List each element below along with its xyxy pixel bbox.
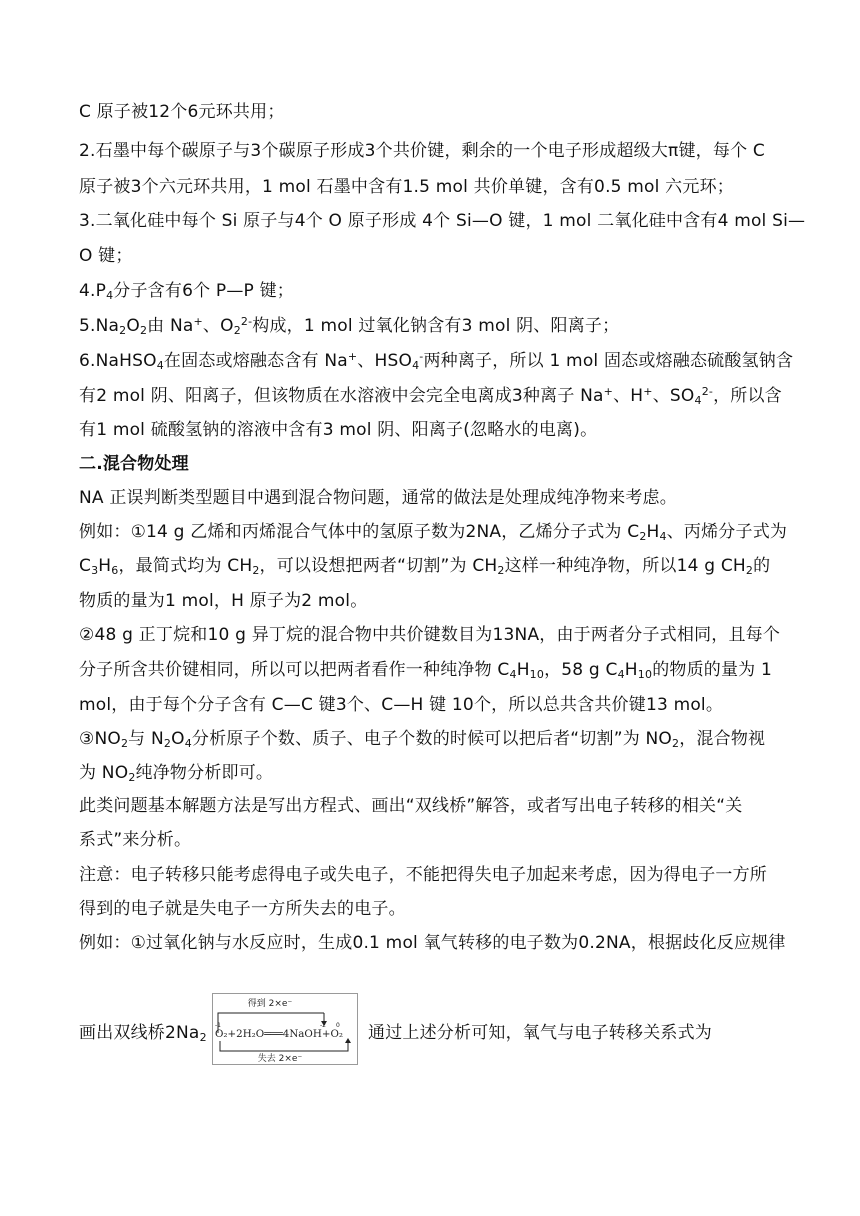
gain-electrons-label: 得到 2×e⁻ (247, 999, 293, 1009)
lose-electrons-label: 失去 2×e⁻ (257, 1054, 303, 1064)
text-line: $③NO_2$与 $N_2O_4$分析原子个数、质子、电子个数的时候可以把后者“切割”为 $NO_2$，混合物视 (79, 729, 766, 750)
text-line: 注意：电子转移只能考虑得电子或失电子，不能把得失电子加起来考虑，因为得电子一方所 (79, 865, 767, 885)
text-line: $C_3H_6$，最简式均为 $CH_2$，可以设想把两者“切割”为 $CH_2$这样一种纯净物，所以14 g $CH_2$的 (79, 556, 771, 577)
text-line: 得到的电子就是失电子一方所失去的电子。 (79, 899, 406, 919)
text-line: O 键； (79, 246, 133, 266)
text-line: 6.NaHSO$_4$在固态或熔融态含有 Na+、$HSO_4^-$两种离子，所以 1 mol 固态或熔融态硫酸氢钠含 (79, 350, 794, 372)
text-line: 有2 mol 阴、阳离子，但该物质在水溶液中会完全电离成3种离子 Na+、H+、$SO_4^{2-}$，所以含 (79, 385, 782, 407)
text-line: 3.二氧化硅中每个 Si 原子与4个 O 原子形成 4个 Si—O 键，1 mol 二氧化硅中含有4 mol Si— (79, 211, 806, 231)
text-line: mol，由于每个分子含有 C—C 键3个、C—H 键 10个，所以总共含共价键13 mol。 (79, 695, 724, 715)
ox-state-mid: -2 (320, 1022, 326, 1029)
text-line: 原子被3个六元环共用，1 mol 石墨中含有1.5 mol 共价单键，含有0.5 mol 六元环； (79, 177, 734, 197)
text-line: NA 正误判断类型题目中遇到混合物问题，通常的做法是处理成纯净物来考虑。 (79, 488, 677, 508)
text-line: ②48 g 正丁烷和10 g 异丁烷的混合物中共价键数目为13NA，由于两者分子式相同，且每个 (79, 625, 781, 645)
text-line: 此类问题基本解题方法是写出方程式、画出“双线桥”解答，或者写出电子转移的相关“关 (79, 796, 743, 816)
text-line: 例如：①过氧化钠与水反应时，生成0.1 mol 氧气转移的电子数为0.2NA，根据歧化反应规律 (79, 933, 786, 953)
text-line: $5.Na_2O_2$由 Na+、$O_2^{2-}$构成，1 mol 过氧化钠含有3 mol 阴、阳离子； (79, 315, 620, 337)
text-line: 2.石墨中每个碳原子与3个碳原子形成3个共价键，剩余的一个电子形成超级大π键，每个 C (79, 141, 765, 161)
text-line: 例如：①14 g 乙烯和丙烯混合气体中的氢原子数为2NA，乙烯分子式为 $C_2H_4$、丙烯分子式为 (79, 522, 788, 543)
text-line: 为 $NO_2$纯净物分析即可。 (79, 763, 274, 784)
ox-state-left: -1 (215, 1022, 221, 1029)
text-line: 有1 mol 硫酸氢钠的溶液中含有3 mol 阴、阳离子(忽略水的电离)。 (79, 420, 598, 440)
text-line: 分子所含共价键相同，所以可以把两者看作一种纯净物 $C_4H_{10}$，58 g $C_4H_{10}$的物质的量为 1 (79, 660, 773, 681)
text-line: 物质的量为1 mol，H 原子为2 mol。 (79, 591, 368, 611)
section-heading: 二.混合物处理 (79, 454, 189, 474)
text-line: 画出双线桥$2Na_2$ (79, 1023, 207, 1044)
ox-state-right: 0 (336, 1022, 340, 1029)
text-line: 系式”来分析。 (79, 830, 192, 850)
text-line: C 原子被12个6元环共用； (79, 102, 285, 122)
text-line: $4.P_4$分子含有6个 P—P 键； (79, 281, 295, 302)
double-bridge-diagram (212, 993, 358, 1065)
reaction-equation: O₂+2H₂O═══4NaOH+O₂ (215, 1029, 343, 1040)
text-line: 通过上述分析可知，氧气与电子转移关系式为 (368, 1023, 712, 1043)
